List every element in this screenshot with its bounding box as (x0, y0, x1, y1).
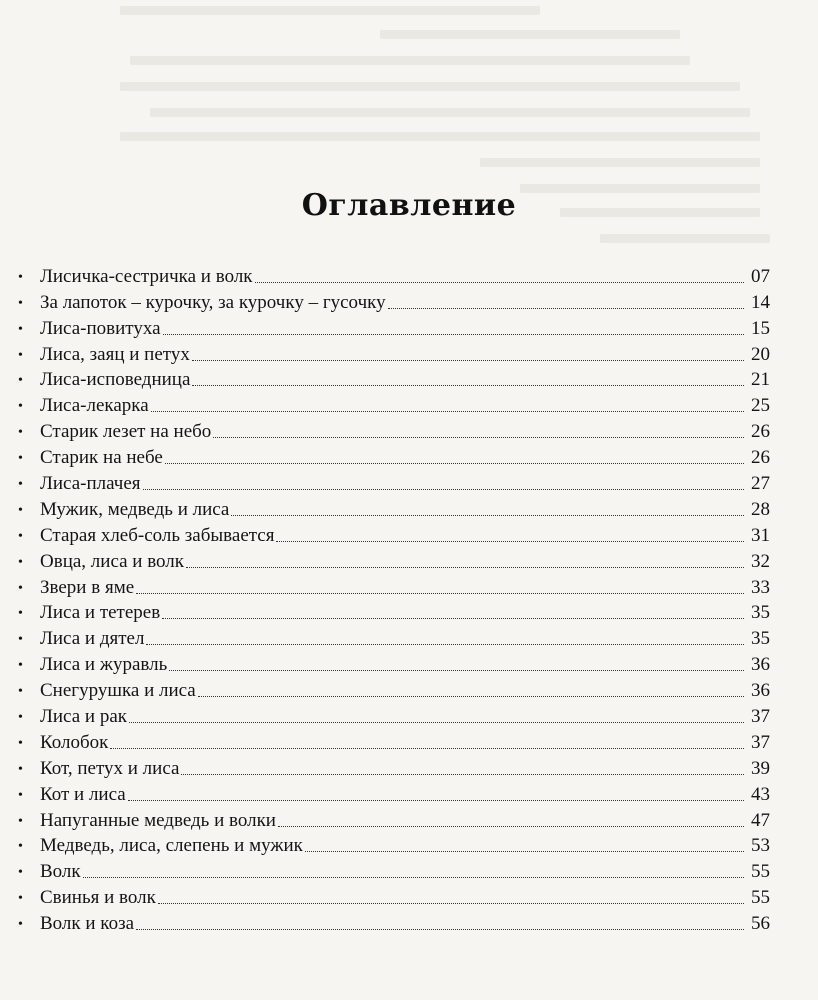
bullet-icon: • (18, 917, 23, 933)
dot-leader (136, 929, 744, 930)
toc-entry[interactable] (18, 624, 770, 650)
toc-entry-title: Кот и лиса (40, 783, 126, 805)
bullet-icon: • (18, 684, 23, 700)
toc-entry[interactable] (18, 495, 770, 521)
toc-entry[interactable] (18, 676, 770, 702)
dot-leader (146, 644, 744, 645)
toc-entry-title: За лапоток – курочку, за курочку – гусочку (40, 291, 386, 313)
toc-entry-page: 39 (751, 757, 770, 779)
toc-entry[interactable] (18, 857, 770, 883)
dot-leader (151, 411, 744, 412)
bullet-icon: • (18, 865, 23, 881)
bullet-icon: • (18, 761, 23, 777)
bullet-icon: • (18, 451, 23, 467)
toc-entry-title: Лиса-плачея (40, 473, 141, 495)
bullet-icon: • (18, 321, 23, 337)
toc-entry-title: Лиса и тетерев (40, 602, 161, 624)
dot-leader (128, 800, 744, 801)
toc-entry[interactable] (18, 340, 770, 366)
toc-entry-page: 31 (751, 524, 770, 546)
toc-entry-title: Колобок (40, 731, 109, 753)
toc-entry-page: 37 (751, 731, 770, 753)
toc-entry-title: Лиса и дятел (40, 628, 145, 650)
toc-entry-page: 43 (751, 783, 770, 805)
bullet-icon: • (18, 347, 23, 363)
toc-entry-page: 26 (751, 447, 770, 469)
toc-entry[interactable] (18, 702, 770, 728)
toc-entry-title: Лиса-исповедница (40, 369, 191, 391)
toc-entry[interactable] (18, 573, 770, 599)
bullet-icon: • (18, 269, 23, 285)
bullet-icon: • (18, 813, 23, 829)
toc-entry[interactable] (18, 909, 770, 935)
toc-entry-title: Старик на небе (40, 447, 163, 469)
dot-leader (305, 851, 744, 852)
toc-entry[interactable] (18, 391, 770, 417)
toc-entry[interactable] (18, 314, 770, 340)
toc-entry-page: 37 (751, 706, 770, 728)
toc-entry[interactable] (18, 599, 770, 625)
dot-leader (143, 489, 744, 490)
toc-entry-title: Свинья и волк (40, 887, 156, 909)
dot-leader (165, 463, 744, 464)
toc-entry-title: Медведь, лиса, слепень и мужик (40, 835, 303, 857)
dot-leader (136, 593, 744, 594)
toc-entry[interactable] (18, 832, 770, 858)
dot-leader (110, 748, 744, 749)
toc-entry-title: Овца, лиса и волк (40, 550, 185, 572)
dot-leader (255, 282, 744, 283)
dot-leader (278, 826, 744, 827)
bullet-icon: • (18, 425, 23, 441)
toc-entry-page: 25 (751, 395, 770, 417)
toc-entry[interactable] (18, 806, 770, 832)
toc-entry-page: 20 (751, 343, 770, 365)
table-of-contents (18, 262, 770, 935)
dot-leader (192, 360, 744, 361)
toc-entry-page: 27 (751, 473, 770, 495)
dot-leader (186, 567, 744, 568)
dot-leader (231, 515, 744, 516)
toc-entry-title: Волк и коза (40, 913, 135, 935)
dot-leader (162, 618, 744, 619)
dot-leader (181, 774, 744, 775)
toc-entry-page: 55 (751, 861, 770, 883)
toc-entry-title: Лисичка-сестричка и волк (40, 265, 253, 287)
toc-entry[interactable] (18, 780, 770, 806)
toc-entry-title: Напуганные медведь и волки (40, 809, 276, 831)
toc-entry-page: 07 (751, 265, 770, 287)
toc-entry-page: 26 (751, 421, 770, 443)
dot-leader (213, 437, 744, 438)
toc-entry-title: Старая хлеб-соль забывается (40, 524, 275, 546)
bullet-icon: • (18, 502, 23, 518)
toc-entry-title: Лиса-лекарка (40, 395, 149, 417)
bullet-icon: • (18, 580, 23, 596)
bullet-icon: • (18, 554, 23, 570)
toc-entry[interactable] (18, 262, 770, 288)
dot-leader (129, 722, 744, 723)
toc-entry[interactable] (18, 288, 770, 314)
toc-entry[interactable] (18, 366, 770, 392)
bullet-icon: • (18, 606, 23, 622)
dot-leader (83, 877, 744, 878)
toc-entry-page: 15 (751, 317, 770, 339)
bullet-icon: • (18, 658, 23, 674)
toc-entry-title: Старик лезет на небо (40, 421, 212, 443)
toc-entry-page: 35 (751, 628, 770, 650)
dot-leader (198, 696, 744, 697)
toc-entry-page: 53 (751, 835, 770, 857)
bullet-icon: • (18, 787, 23, 803)
toc-entry-page: 21 (751, 369, 770, 391)
bullet-icon: • (18, 710, 23, 726)
dot-leader (388, 308, 744, 309)
toc-entry[interactable] (18, 650, 770, 676)
toc-entry[interactable] (18, 417, 770, 443)
toc-entry-page: 36 (751, 680, 770, 702)
toc-entry-page: 28 (751, 498, 770, 520)
toc-entry-title: Лиса, заяц и петух (40, 343, 190, 365)
bullet-icon: • (18, 399, 23, 415)
bullet-icon: • (18, 632, 23, 648)
dot-leader (163, 334, 744, 335)
dot-leader (169, 670, 744, 671)
toc-entry-page: 56 (751, 913, 770, 935)
toc-entry[interactable] (18, 443, 770, 469)
toc-entry-page: 36 (751, 654, 770, 676)
bullet-icon: • (18, 373, 23, 389)
bullet-icon: • (18, 295, 23, 311)
toc-entry-title: Снегурушка и лиса (40, 680, 196, 702)
dot-leader (276, 541, 744, 542)
bullet-icon: • (18, 477, 23, 493)
toc-entry[interactable] (18, 521, 770, 547)
bullet-icon: • (18, 735, 23, 751)
toc-entry[interactable] (18, 469, 770, 495)
toc-entry-page: 55 (751, 887, 770, 909)
page-title: Оглавление (301, 188, 517, 224)
toc-entry-title: Звери в яме (40, 576, 135, 598)
bullet-icon: • (18, 839, 23, 855)
toc-entry-title: Лиса-повитуха (40, 317, 161, 339)
toc-entry-page: 35 (751, 602, 770, 624)
toc-entry-title: Лиса и журавль (40, 654, 168, 676)
bullet-icon: • (18, 891, 23, 907)
toc-entry-page: 33 (751, 576, 770, 598)
toc-entry[interactable] (18, 728, 770, 754)
toc-entry-title: Лиса и рак (40, 706, 127, 728)
toc-entry[interactable] (18, 547, 770, 573)
toc-entry-page: 32 (751, 550, 770, 572)
toc-entry[interactable] (18, 883, 770, 909)
toc-entry-title: Мужик, медведь и лиса (40, 498, 230, 520)
toc-entry-page: 14 (751, 291, 770, 313)
toc-entry-title: Кот, петух и лиса (40, 757, 180, 779)
toc-entry-title: Волк (40, 861, 81, 883)
dot-leader (192, 385, 744, 386)
bullet-icon: • (18, 528, 23, 544)
dot-leader (158, 903, 744, 904)
toc-entry[interactable] (18, 754, 770, 780)
toc-entry-page: 47 (751, 809, 770, 831)
